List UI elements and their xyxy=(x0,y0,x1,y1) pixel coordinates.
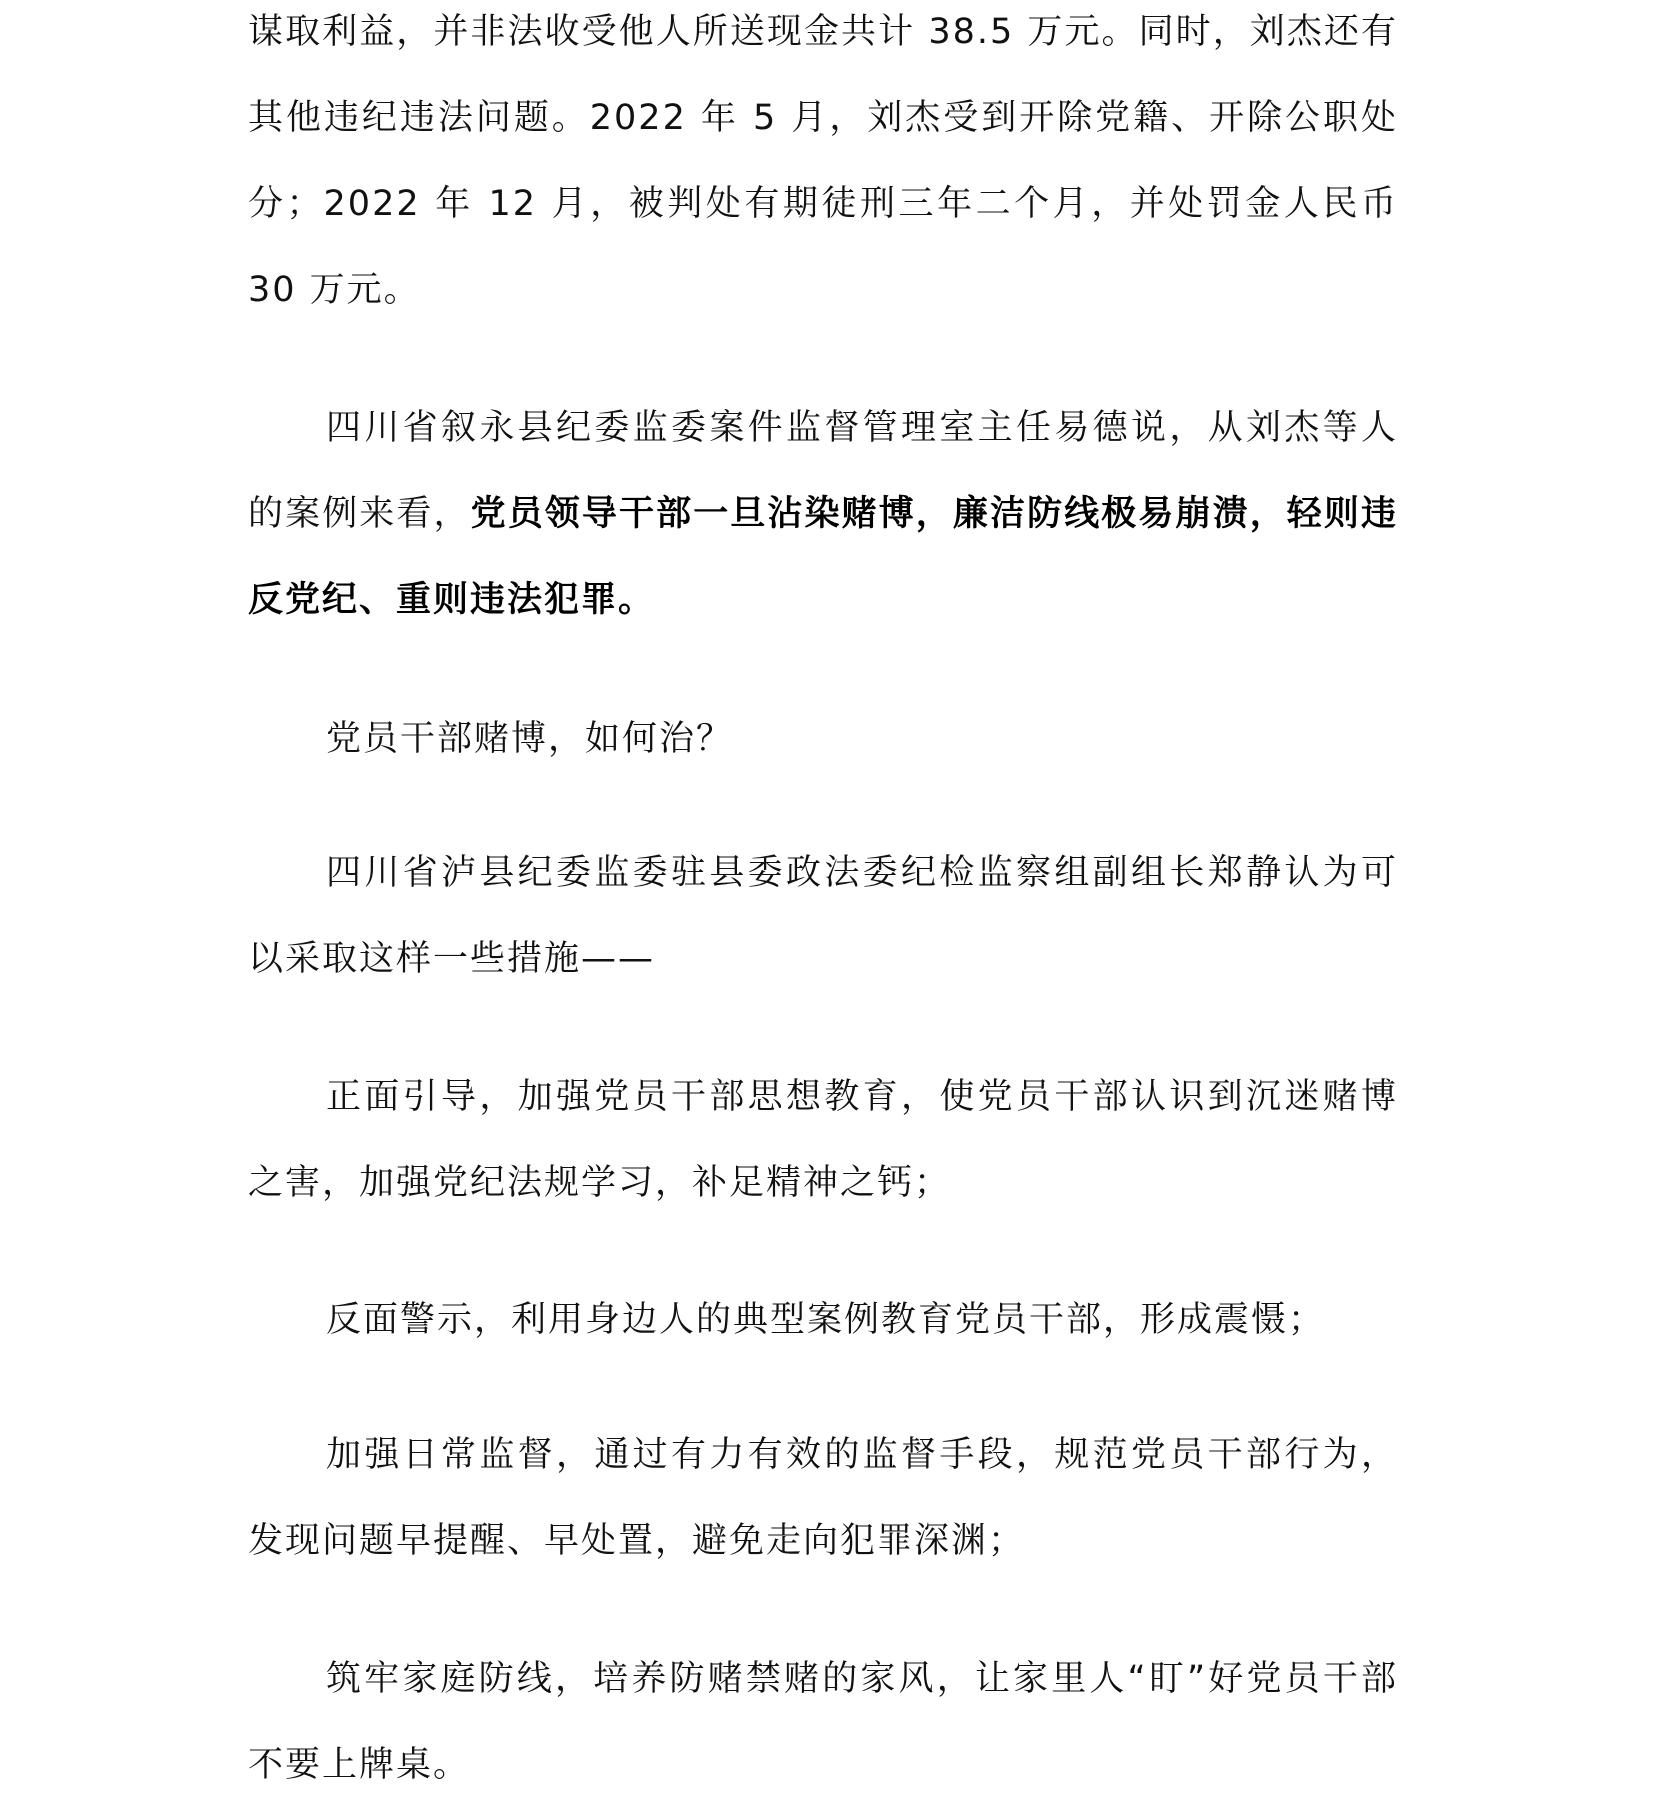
paragraph-case-result: 谋取利益，并非法收受他人所送现金共计 38.5 万元。同时，刘杰还有其他违纪违法问题。2022 年 5 月，刘杰受到开除党籍、开除公职处分；2022 年 12 月，被判处有期徒刑三年二个月，并处罚金人民币 30 万元。 xyxy=(248,12,1398,310)
paragraph-official-comment xyxy=(248,385,1398,643)
paragraph-measures-intro: 四川省泸县纪委监委驻县委政法委纪检监察组副组长郑静认为可以采取这样一些措施—— xyxy=(248,853,1398,979)
paragraph-official-comment-intro: 四川省叙永县纪委监委案件监督管理室主任易德说，从刘杰等人的案例来看， xyxy=(248,408,1398,534)
paragraph-measure-warning: 反面警示，利用身边人的典型案例教育党员干部，形成震慑； xyxy=(326,1300,1326,1340)
paragraph-measure-guidance: 正面引导，加强党员干部思想教育，使党员干部认识到沉迷赌博之害，加强党纪法规学习，补足精神之钙； xyxy=(248,1077,1398,1203)
paragraph-measure-family: 筑牢家庭防线，培养防赌禁赌的家风，让家里人“盯”好党员干部不要上牌桌。 xyxy=(248,1659,1398,1785)
paragraph-measure-supervision: 加强日常监督，通过有力有效的监督手段，规范党员干部行为，发现问题早提醒、早处置，避免走向犯罪深渊； xyxy=(248,1435,1398,1561)
paragraph-question: 党员干部赌博，如何治？ xyxy=(326,719,734,759)
paragraph-official-comment-emphasis: 党员领导干部一旦沾染赌博，廉洁防线极易崩溃，轻则违反党纪、重则违法犯罪。 xyxy=(248,494,1398,620)
